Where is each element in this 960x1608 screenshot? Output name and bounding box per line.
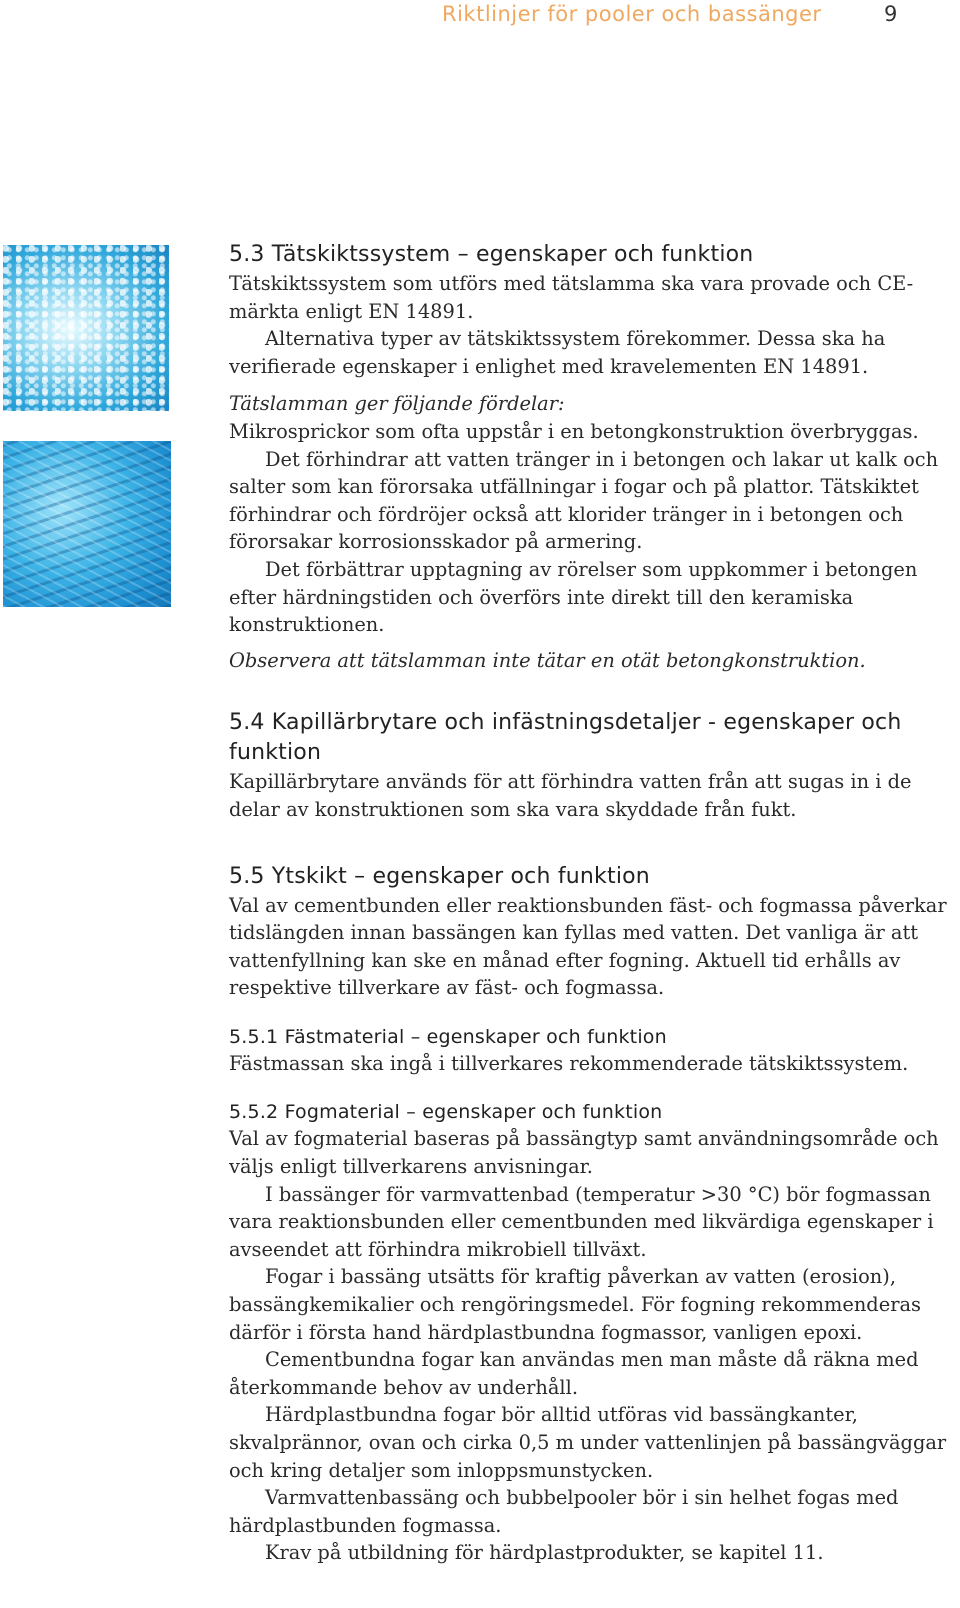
section-5-5 <box>229 862 951 1002</box>
paragraph: Kapillärbrytare används för att förhindra vatten från att sugas in i de delar av konstruktionen som ska vara skyddade från fukt. <box>229 770 912 821</box>
running-header-title: Riktlinjer för pooler och bassänger <box>442 2 822 26</box>
pool-water-photo <box>3 245 169 411</box>
main-content <box>229 240 951 1567</box>
section-5-5-1 <box>229 1024 951 1078</box>
paragraph: Alternativa typer av tätskiktssystem förekommer. Dessa ska ha verifierade egenskaper i enlighet med kravelementen EN 14891. <box>229 327 886 378</box>
paragraph: Varmvattenbassäng och bubbelpooler bör i sin helhet fogas med härdplastbunden fogmassa. <box>229 1486 899 1537</box>
section-heading: 5.4 Kapillärbrytare och infästningsdetaljer - egenskaper och funktion <box>229 710 902 766</box>
section-heading: 5.3 Tätskiktssystem – egenskaper och funktion <box>229 242 754 267</box>
paragraph: Fästmassan ska ingå i tillverkares rekommenderade tätskiktssystem. <box>229 1051 909 1075</box>
paragraph: Härdplastbundna fogar bör alltid utföras vid bassängkanter, skvalprännor, ovan och cirka 0,5 m under vattenlinjen på bassängväggar och kring detaljer som inloppsmunstycken. <box>229 1403 947 1482</box>
pool-mosaic-photo <box>3 441 171 607</box>
paragraph: Krav på utbildning för härdplastprodukter, se kapitel 11. <box>265 1541 824 1565</box>
section-heading: 5.5 Ytskikt – egenskaper och funktion <box>229 863 650 889</box>
paragraph: Val av cementbunden eller reaktionsbunden fäst- och fogmassa påverkar tidslängden innan bassängen kan fyllas med vatten. Det vanliga är att vattenfyllning kan ske en månad efter fogning. Aktuell tid erhålls av respektive tillverkare av fäst- och fogmassa. <box>229 893 947 1000</box>
section-5-5-2 <box>229 1099 951 1567</box>
note: Observera att tätslamman inte tätar en otät betongkonstruktion. <box>229 648 866 672</box>
page-number: 9 <box>884 2 898 26</box>
paragraph: Tätskiktssystem som utförs med tätslamma ska vara provade och CE-märkta enligt EN 14891. <box>229 272 914 323</box>
paragraph: Det förhindrar att vatten tränger in i betongen och lakar ut kalk och salter som kan förorsaka utfällningar i fogar och på plattor. Tätskiktet förhindrar och fördröjer också att klorider tränger in i betongen och förorsakar korrosionsskador på armering. <box>229 447 939 554</box>
paragraph: Det förbättrar upptagning av rörelser som uppkommer i betongen efter härdningstiden och överförs inte direkt till den keramiska konstruktionen. <box>229 557 918 637</box>
paragraph: Cementbundna fogar kan användas men man måste då räkna med återkommande behov av underhåll. <box>229 1348 919 1399</box>
subsection-heading: 5.5.1 Fästmaterial – egenskaper och funktion <box>229 1025 667 1048</box>
paragraph: Mikrosprickor som ofta uppstår i en betongkonstruktion överbryggas. <box>229 419 919 443</box>
paragraph: Fogar i bassäng utsätts för kraftig påverkan av vatten (erosion), bassängkemikalier och rengöringsmedel. För fogning rekommenderas därför i första hand härdplastbundna fogmassor, vanligen epoxi. <box>229 1265 921 1344</box>
paragraph: I bassänger för varmvattenbad (temperatur >30 °C) bör fogmassan vara reaktionsbunden eller cementbunden med likvärdiga egenskaper i avseendet att förhindra mikrobiell tillväxt. <box>229 1182 934 1261</box>
subsection-heading: 5.5.2 Fogmaterial – egenskaper och funktion <box>229 1101 663 1124</box>
paragraph: Val av fogmaterial baseras på bassängtyp samt användningsområde och väljs enligt tillverkarens anvisningar. <box>229 1127 939 1179</box>
advantages-label: Tätslamman ger följande fördelar: <box>229 392 565 416</box>
section-5-4 <box>229 708 951 823</box>
section-5-3 <box>229 240 951 674</box>
